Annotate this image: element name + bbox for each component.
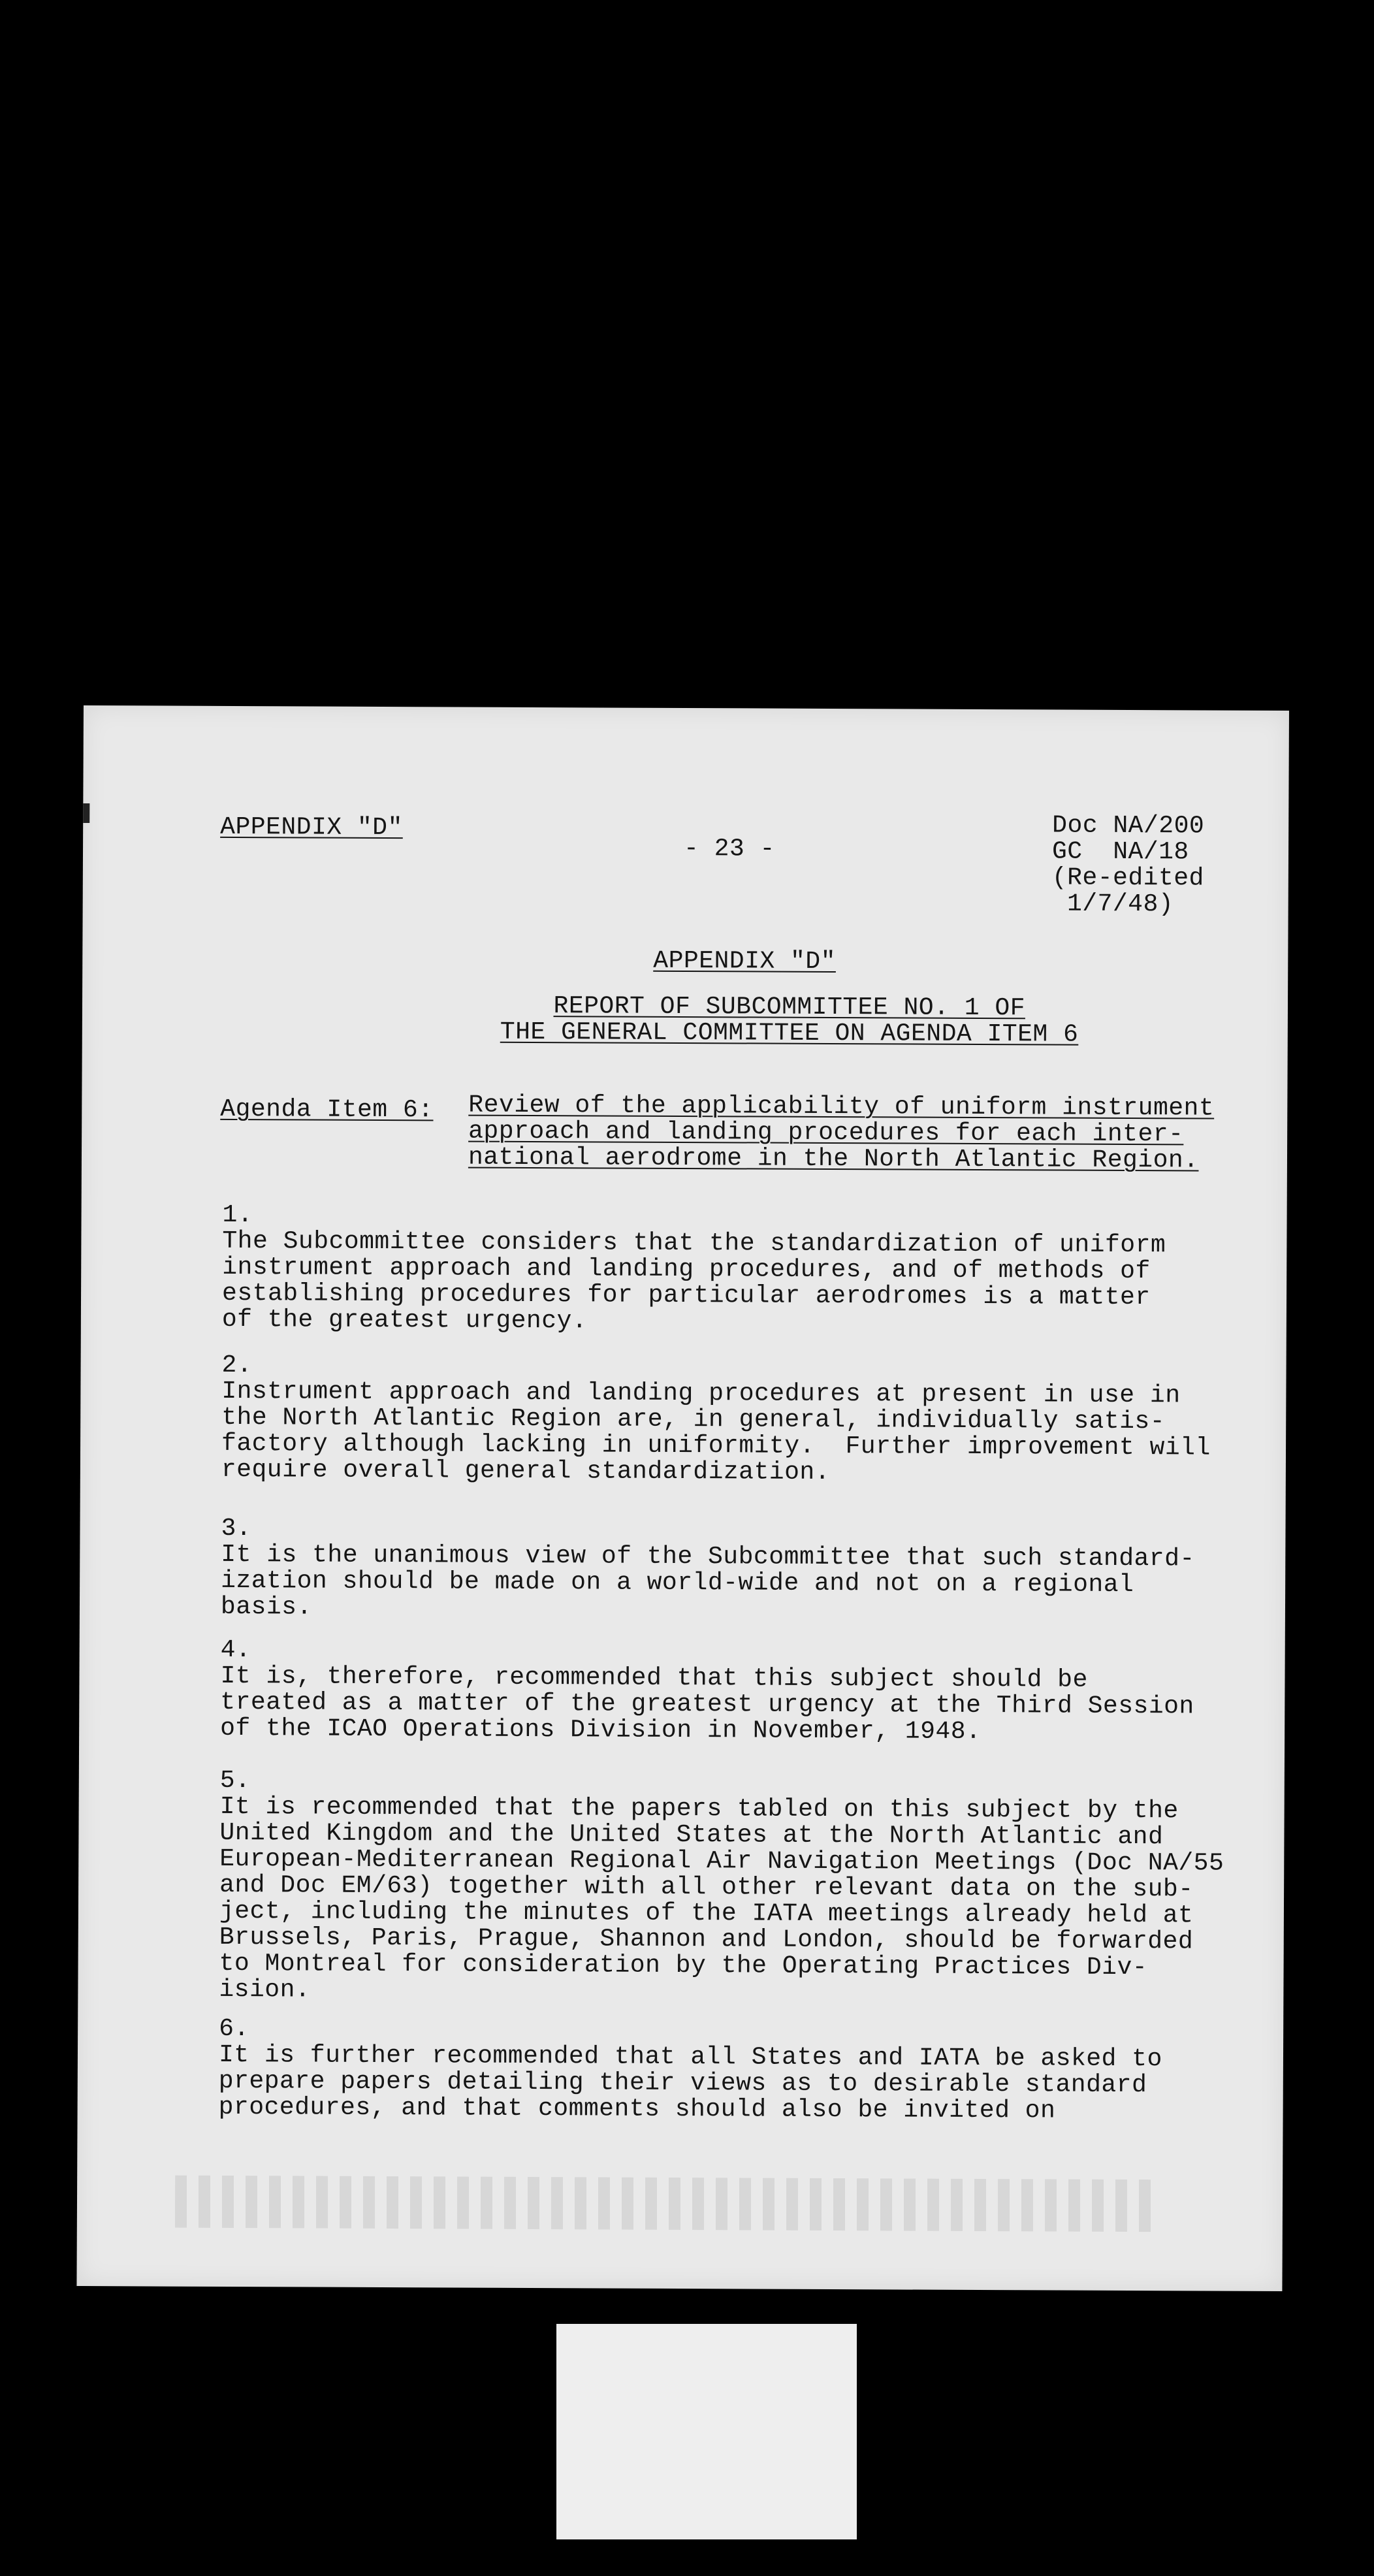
paragraph-4: 4. It is, therefore, recommended that this subject should be treated as a matter of the greatest urgency at the Third Session of the ICAO Operations Division in November, 1948. — [220, 1635, 1194, 1747]
document-page — [76, 705, 1289, 2291]
paragraph-3: 3. It is the unanimous view of the Subcommittee that such standard- ization should be made on a world-wide and not on a regional basis. — [220, 1514, 1195, 1622]
film-target-card — [556, 2324, 857, 2539]
faded-text-bleedthrough — [175, 2176, 1155, 2232]
agenda-item-label: Agenda Item 6: — [220, 1095, 434, 1125]
paragraph-2: 2. Instrument approach and landing procedures at present in use in the North Atlantic Region are, in general, individually satis- factory although lacking in uniformity. Further improvement will require overall general standardization. — [221, 1351, 1211, 1487]
report-title: REPORT OF SUBCOMMITTEE NO. 1 OF THE GENERAL COMMITTEE ON AGENDA ITEM 6 — [500, 992, 1079, 1049]
agenda-item-text: Review of the applicability of uniform instrument approach and landing procedures for each inter- national aerodrome in the North Atlantic Region. — [468, 1091, 1215, 1175]
paragraph-1: 1. The Subcommittee considers that the standardization of uniform instrument approach and landing procedures, and of methods of establishing procedures for particular aerodromes is a matter of the greatest urgency. — [221, 1200, 1166, 1336]
appendix-title: APPENDIX "D" — [653, 946, 837, 976]
document-reference: Doc NA/200 GC NA/18 (Re-edited 1/7/48) — [1051, 811, 1205, 919]
paragraph-6: 6. It is further recommended that all States and IATA be asked to prepare papers detailing their views as to desirable standard procedures, and that comments should also be invited on — [218, 2014, 1162, 2125]
header-appendix-label: APPENDIX "D" — [220, 813, 403, 843]
edge-mark — [83, 803, 89, 823]
page-number: - 23 - — [683, 835, 775, 863]
paragraph-5: 5. It is recommended that the papers tabled on this subject by the United Kingdom and the United States at the North Atlantic and European-Mediterranean Regional Air Navigation Meetings (Doc NA/55 and Doc EM/63) together with all other relevant data on the sub- ject, including the minutes of the IATA meetings already held at Brussels, Paris, Prague, Shannon and London, should be forwarded to Montreal for consideration by the Operating Practices Div- ision. — [219, 1766, 1224, 2004]
